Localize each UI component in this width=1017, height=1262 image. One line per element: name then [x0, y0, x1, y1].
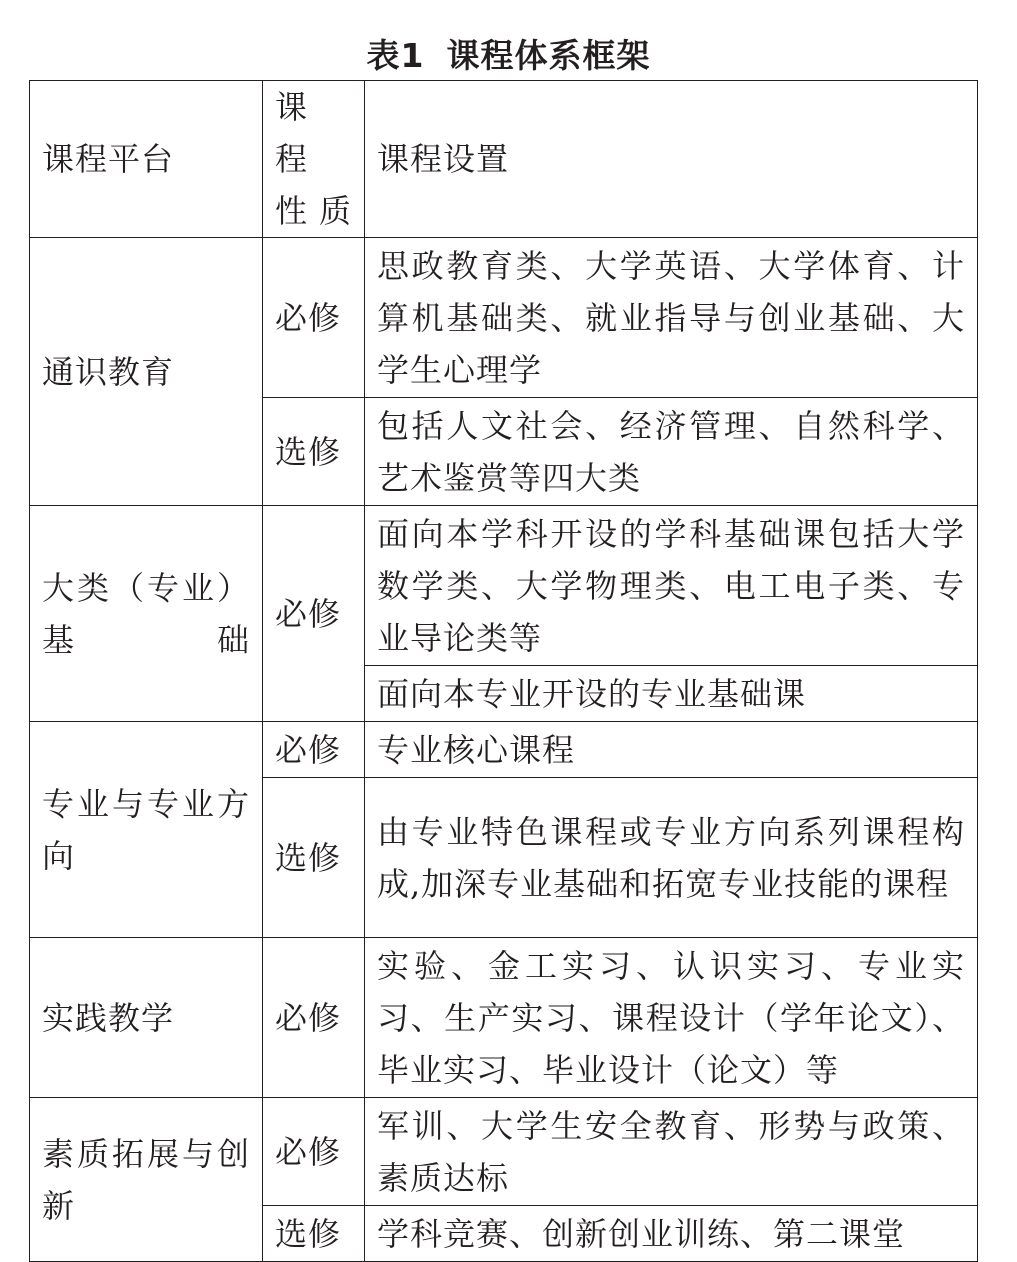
nature-cell: 必修: [263, 722, 365, 778]
courses-cell: 学科竞赛、创新创业训练、第二课堂: [365, 1206, 978, 1262]
nature-cell: 必修: [263, 238, 365, 398]
courses-cell: 由专业特色课程或专业方向系列课程构成,加深专业基础和拓宽专业技能的课程: [365, 778, 978, 938]
table-row: [30, 722, 978, 778]
header-courses: 课程设置: [365, 81, 978, 238]
platform-cell: 素质拓展与创新: [30, 1098, 263, 1262]
course-framework-table: [29, 80, 978, 1262]
courses-cell: 军训、大学生安全教育、形势与政策、素质达标: [365, 1098, 978, 1206]
nature-cell: 选修: [263, 1206, 365, 1262]
courses-cell: 面向本专业开设的专业基础课: [365, 666, 978, 722]
table-row: [30, 938, 978, 1098]
nature-cell: 必修: [263, 1098, 365, 1206]
platform-cell: 专业与专业方向: [30, 722, 263, 938]
header-nature-text: 课 程 性质: [275, 88, 352, 230]
table-row: [30, 506, 978, 666]
table-title: 课程体系框架: [446, 36, 651, 75]
nature-cell: 必修: [263, 506, 365, 722]
table-number: 表1: [366, 36, 425, 75]
courses-cell: 专业核心课程: [365, 722, 978, 778]
nature-cell: 选修: [263, 398, 365, 506]
platform-cell: 大类（专业）基础: [30, 506, 263, 722]
header-row: [30, 81, 978, 238]
table-row: [30, 1098, 978, 1206]
platform-cell: 实践教学: [30, 938, 263, 1098]
nature-cell: 选修: [263, 778, 365, 938]
courses-cell: 实验、金工实习、认识实习、专业实习、生产实习、课程设计（学年论文）、毕业实习、毕业设计（论文）等: [365, 938, 978, 1098]
courses-cell: 面向本学科开设的学科基础课包括大学数学类、大学物理类、电工电子类、专业导论类等: [365, 506, 978, 666]
table-row: [30, 238, 978, 398]
table-caption: [0, 32, 1017, 80]
courses-cell: 包括人文社会、经济管理、自然科学、艺术鉴赏等四大类: [365, 398, 978, 506]
header-platform: 课程平台: [30, 81, 263, 238]
header-nature: [263, 81, 365, 238]
platform-cell: 通识教育: [30, 238, 263, 506]
nature-cell: 必修: [263, 938, 365, 1098]
courses-cell: 思政教育类、大学英语、大学体育、计算机基础类、就业指导与创业基础、大学生心理学: [365, 238, 978, 398]
